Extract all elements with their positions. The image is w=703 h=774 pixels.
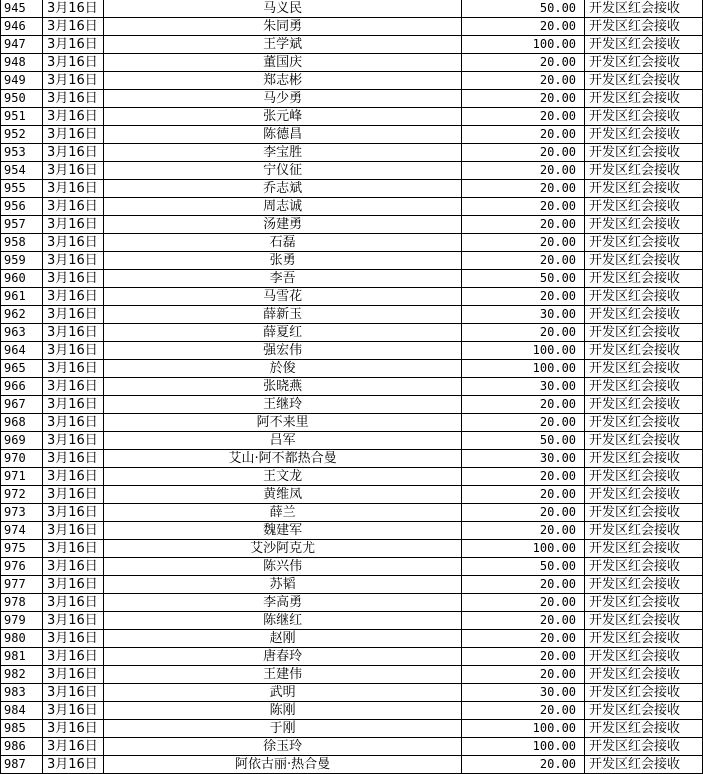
donor-name-cell: 艾山·阿不都热合曼 [103, 450, 461, 468]
table-row [1, 414, 703, 432]
receiver-cell: 开发区红会接收 [585, 36, 703, 54]
row-number-cell: 960 [1, 270, 43, 288]
date-cell: 3月16日 [42, 36, 103, 54]
row-number-cell: 966 [1, 378, 43, 396]
amount-cell: 20.00 [462, 90, 585, 108]
row-number-cell: 963 [1, 324, 43, 342]
receiver-cell: 开发区红会接收 [585, 342, 703, 360]
receiver-cell: 开发区红会接收 [585, 216, 703, 234]
date-cell: 3月16日 [42, 216, 103, 234]
amount-cell: 20.00 [462, 594, 585, 612]
donor-name-cell: 唐春玲 [103, 648, 461, 666]
date-cell: 3月16日 [42, 576, 103, 594]
donor-name-cell: 陈刚 [103, 702, 461, 720]
table-row [1, 756, 703, 774]
table-row [1, 324, 703, 342]
donor-name-cell: 张勇 [103, 252, 461, 270]
row-number-cell: 977 [1, 576, 43, 594]
row-number-cell: 946 [1, 18, 43, 36]
receiver-cell: 开发区红会接收 [585, 414, 703, 432]
row-number-cell: 975 [1, 540, 43, 558]
donor-name-cell: 阿不来里 [103, 414, 461, 432]
date-cell: 3月16日 [42, 18, 103, 36]
amount-cell: 100.00 [462, 720, 585, 738]
donor-name-cell: 魏建军 [103, 522, 461, 540]
amount-cell: 100.00 [462, 540, 585, 558]
row-number-cell: 951 [1, 108, 43, 126]
donor-name-cell: 武明 [103, 684, 461, 702]
date-cell: 3月16日 [42, 666, 103, 684]
row-number-cell: 952 [1, 126, 43, 144]
amount-cell: 50.00 [462, 0, 585, 18]
amount-cell: 20.00 [462, 612, 585, 630]
receiver-cell: 开发区红会接收 [585, 18, 703, 36]
date-cell: 3月16日 [42, 108, 103, 126]
table-row [1, 360, 703, 378]
row-number-cell: 986 [1, 738, 43, 756]
row-number-cell: 958 [1, 234, 43, 252]
date-cell: 3月16日 [42, 486, 103, 504]
row-number-cell: 965 [1, 360, 43, 378]
date-cell: 3月16日 [42, 162, 103, 180]
date-cell: 3月16日 [42, 324, 103, 342]
receiver-cell: 开发区红会接收 [585, 756, 703, 774]
receiver-cell: 开发区红会接收 [585, 522, 703, 540]
date-cell: 3月16日 [42, 504, 103, 522]
table-row [1, 558, 703, 576]
date-cell: 3月16日 [42, 54, 103, 72]
amount-cell: 20.00 [462, 18, 585, 36]
receiver-cell: 开发区红会接收 [585, 252, 703, 270]
table-row [1, 36, 703, 54]
amount-cell: 50.00 [462, 432, 585, 450]
row-number-cell: 949 [1, 72, 43, 90]
receiver-cell: 开发区红会接收 [585, 450, 703, 468]
table-row [1, 342, 703, 360]
receiver-cell: 开发区红会接收 [585, 612, 703, 630]
row-number-cell: 955 [1, 180, 43, 198]
row-number-cell: 979 [1, 612, 43, 630]
table-row [1, 234, 703, 252]
amount-cell: 20.00 [462, 648, 585, 666]
receiver-cell: 开发区红会接收 [585, 720, 703, 738]
table-row [1, 180, 703, 198]
amount-cell: 20.00 [462, 630, 585, 648]
date-cell: 3月16日 [42, 612, 103, 630]
donor-name-cell: 王学斌 [103, 36, 461, 54]
donor-name-cell: 汤建勇 [103, 216, 461, 234]
donor-name-cell: 薛夏红 [103, 324, 461, 342]
amount-cell: 20.00 [462, 468, 585, 486]
row-number-cell: 971 [1, 468, 43, 486]
receiver-cell: 开发区红会接收 [585, 360, 703, 378]
amount-cell: 20.00 [462, 504, 585, 522]
donor-name-cell: 於俊 [103, 360, 461, 378]
receiver-cell: 开发区红会接收 [585, 180, 703, 198]
table-row [1, 378, 703, 396]
receiver-cell: 开发区红会接收 [585, 558, 703, 576]
amount-cell: 20.00 [462, 144, 585, 162]
table-row [1, 288, 703, 306]
date-cell: 3月16日 [42, 648, 103, 666]
table-row [1, 432, 703, 450]
donor-name-cell: 宁仪征 [103, 162, 461, 180]
donor-name-cell: 张元峰 [103, 108, 461, 126]
table-row [1, 540, 703, 558]
row-number-cell: 980 [1, 630, 43, 648]
receiver-cell: 开发区红会接收 [585, 648, 703, 666]
receiver-cell: 开发区红会接收 [585, 288, 703, 306]
amount-cell: 20.00 [462, 756, 585, 774]
date-cell: 3月16日 [42, 684, 103, 702]
amount-cell: 50.00 [462, 270, 585, 288]
amount-cell: 20.00 [462, 180, 585, 198]
row-number-cell: 948 [1, 54, 43, 72]
donor-name-cell: 王文龙 [103, 468, 461, 486]
receiver-cell: 开发区红会接收 [585, 468, 703, 486]
date-cell: 3月16日 [42, 144, 103, 162]
donor-name-cell: 阿依古丽·热合曼 [103, 756, 461, 774]
table-row [1, 702, 703, 720]
table-row [1, 486, 703, 504]
date-cell: 3月16日 [42, 198, 103, 216]
amount-cell: 20.00 [462, 216, 585, 234]
row-number-cell: 976 [1, 558, 43, 576]
table-row [1, 522, 703, 540]
table-row [1, 144, 703, 162]
table-row [1, 396, 703, 414]
receiver-cell: 开发区红会接收 [585, 0, 703, 18]
donor-name-cell: 赵刚 [103, 630, 461, 648]
row-number-cell: 967 [1, 396, 43, 414]
date-cell: 3月16日 [42, 90, 103, 108]
date-cell: 3月16日 [42, 270, 103, 288]
receiver-cell: 开发区红会接收 [585, 738, 703, 756]
receiver-cell: 开发区红会接收 [585, 270, 703, 288]
table-row [1, 612, 703, 630]
row-number-cell: 973 [1, 504, 43, 522]
row-number-cell: 970 [1, 450, 43, 468]
date-cell: 3月16日 [42, 234, 103, 252]
table-row [1, 684, 703, 702]
donor-name-cell: 郑志彬 [103, 72, 461, 90]
table-row [1, 0, 703, 18]
donor-name-cell: 李高勇 [103, 594, 461, 612]
row-number-cell: 959 [1, 252, 43, 270]
donor-name-cell: 吕军 [103, 432, 461, 450]
donor-name-cell: 石磊 [103, 234, 461, 252]
table-row [1, 162, 703, 180]
receiver-cell: 开发区红会接收 [585, 504, 703, 522]
donor-name-cell: 王继玲 [103, 396, 461, 414]
receiver-cell: 开发区红会接收 [585, 702, 703, 720]
row-number-cell: 983 [1, 684, 43, 702]
donor-name-cell: 李宝胜 [103, 144, 461, 162]
amount-cell: 20.00 [462, 486, 585, 504]
date-cell: 3月16日 [42, 594, 103, 612]
receiver-cell: 开发区红会接收 [585, 144, 703, 162]
amount-cell: 20.00 [462, 522, 585, 540]
table-row [1, 90, 703, 108]
amount-cell: 20.00 [462, 54, 585, 72]
amount-cell: 20.00 [462, 72, 585, 90]
table-row [1, 126, 703, 144]
donor-name-cell: 陈兴伟 [103, 558, 461, 576]
donor-name-cell: 陈继红 [103, 612, 461, 630]
amount-cell: 30.00 [462, 684, 585, 702]
date-cell: 3月16日 [42, 432, 103, 450]
receiver-cell: 开发区红会接收 [585, 108, 703, 126]
receiver-cell: 开发区红会接收 [585, 540, 703, 558]
receiver-cell: 开发区红会接收 [585, 684, 703, 702]
donor-name-cell: 强宏伟 [103, 342, 461, 360]
date-cell: 3月16日 [42, 702, 103, 720]
donor-name-cell: 乔志斌 [103, 180, 461, 198]
amount-cell: 20.00 [462, 162, 585, 180]
amount-cell: 20.00 [462, 234, 585, 252]
row-number-cell: 981 [1, 648, 43, 666]
row-number-cell: 953 [1, 144, 43, 162]
date-cell: 3月16日 [42, 522, 103, 540]
row-number-cell: 972 [1, 486, 43, 504]
amount-cell: 20.00 [462, 324, 585, 342]
donor-name-cell: 薛兰 [103, 504, 461, 522]
row-number-cell: 974 [1, 522, 43, 540]
receiver-cell: 开发区红会接收 [585, 198, 703, 216]
table-row [1, 594, 703, 612]
table-row [1, 198, 703, 216]
table-row [1, 54, 703, 72]
receiver-cell: 开发区红会接收 [585, 666, 703, 684]
date-cell: 3月16日 [42, 414, 103, 432]
amount-cell: 20.00 [462, 666, 585, 684]
amount-cell: 20.00 [462, 702, 585, 720]
amount-cell: 50.00 [462, 558, 585, 576]
donor-name-cell: 薛新玉 [103, 306, 461, 324]
row-number-cell: 957 [1, 216, 43, 234]
table-row [1, 252, 703, 270]
row-number-cell: 945 [1, 0, 43, 18]
donor-name-cell: 朱同勇 [103, 18, 461, 36]
receiver-cell: 开发区红会接收 [585, 486, 703, 504]
amount-cell: 20.00 [462, 414, 585, 432]
donor-name-cell: 黄维凤 [103, 486, 461, 504]
table-row [1, 270, 703, 288]
row-number-cell: 947 [1, 36, 43, 54]
receiver-cell: 开发区红会接收 [585, 126, 703, 144]
amount-cell: 30.00 [462, 450, 585, 468]
table-row [1, 630, 703, 648]
amount-cell: 20.00 [462, 126, 585, 144]
row-number-cell: 964 [1, 342, 43, 360]
receiver-cell: 开发区红会接收 [585, 594, 703, 612]
table-row [1, 450, 703, 468]
date-cell: 3月16日 [42, 630, 103, 648]
amount-cell: 30.00 [462, 378, 585, 396]
row-number-cell: 978 [1, 594, 43, 612]
receiver-cell: 开发区红会接收 [585, 90, 703, 108]
date-cell: 3月16日 [42, 738, 103, 756]
date-cell: 3月16日 [42, 450, 103, 468]
receiver-cell: 开发区红会接收 [585, 396, 703, 414]
donor-name-cell: 董国庆 [103, 54, 461, 72]
amount-cell: 20.00 [462, 108, 585, 126]
row-number-cell: 982 [1, 666, 43, 684]
row-number-cell: 950 [1, 90, 43, 108]
amount-cell: 20.00 [462, 288, 585, 306]
receiver-cell: 开发区红会接收 [585, 54, 703, 72]
donor-name-cell: 徐玉玲 [103, 738, 461, 756]
donation-table-body [1, 0, 703, 774]
amount-cell: 20.00 [462, 576, 585, 594]
receiver-cell: 开发区红会接收 [585, 234, 703, 252]
receiver-cell: 开发区红会接收 [585, 630, 703, 648]
row-number-cell: 987 [1, 756, 43, 774]
table-row [1, 738, 703, 756]
receiver-cell: 开发区红会接收 [585, 72, 703, 90]
amount-cell: 30.00 [462, 306, 585, 324]
date-cell: 3月16日 [42, 288, 103, 306]
date-cell: 3月16日 [42, 468, 103, 486]
date-cell: 3月16日 [42, 396, 103, 414]
date-cell: 3月16日 [42, 360, 103, 378]
date-cell: 3月16日 [42, 0, 103, 18]
donor-name-cell: 张晓燕 [103, 378, 461, 396]
date-cell: 3月16日 [42, 378, 103, 396]
amount-cell: 100.00 [462, 738, 585, 756]
amount-cell: 20.00 [462, 252, 585, 270]
date-cell: 3月16日 [42, 180, 103, 198]
amount-cell: 20.00 [462, 198, 585, 216]
table-row [1, 216, 703, 234]
receiver-cell: 开发区红会接收 [585, 576, 703, 594]
row-number-cell: 956 [1, 198, 43, 216]
amount-cell: 100.00 [462, 342, 585, 360]
table-row [1, 648, 703, 666]
date-cell: 3月16日 [42, 306, 103, 324]
row-number-cell: 954 [1, 162, 43, 180]
donor-name-cell: 于刚 [103, 720, 461, 738]
table-row [1, 576, 703, 594]
row-number-cell: 984 [1, 702, 43, 720]
amount-cell: 100.00 [462, 36, 585, 54]
donor-name-cell: 苏韬 [103, 576, 461, 594]
date-cell: 3月16日 [42, 720, 103, 738]
receiver-cell: 开发区红会接收 [585, 306, 703, 324]
donor-name-cell: 马义民 [103, 0, 461, 18]
receiver-cell: 开发区红会接收 [585, 378, 703, 396]
donor-name-cell: 周志诚 [103, 198, 461, 216]
donor-name-cell: 马雪花 [103, 288, 461, 306]
table-row [1, 108, 703, 126]
date-cell: 3月16日 [42, 540, 103, 558]
table-row [1, 18, 703, 36]
amount-cell: 20.00 [462, 396, 585, 414]
table-row [1, 666, 703, 684]
row-number-cell: 985 [1, 720, 43, 738]
row-number-cell: 969 [1, 432, 43, 450]
date-cell: 3月16日 [42, 558, 103, 576]
table-row [1, 468, 703, 486]
row-number-cell: 962 [1, 306, 43, 324]
amount-cell: 100.00 [462, 360, 585, 378]
table-row [1, 720, 703, 738]
date-cell: 3月16日 [42, 72, 103, 90]
table-row [1, 504, 703, 522]
table-row [1, 72, 703, 90]
row-number-cell: 961 [1, 288, 43, 306]
donor-name-cell: 王建伟 [103, 666, 461, 684]
date-cell: 3月16日 [42, 126, 103, 144]
date-cell: 3月16日 [42, 252, 103, 270]
donor-name-cell: 马少勇 [103, 90, 461, 108]
row-number-cell: 968 [1, 414, 43, 432]
date-cell: 3月16日 [42, 756, 103, 774]
receiver-cell: 开发区红会接收 [585, 162, 703, 180]
date-cell: 3月16日 [42, 342, 103, 360]
donor-name-cell: 李吾 [103, 270, 461, 288]
receiver-cell: 开发区红会接收 [585, 324, 703, 342]
table-row [1, 306, 703, 324]
donor-name-cell: 陈德昌 [103, 126, 461, 144]
receiver-cell: 开发区红会接收 [585, 432, 703, 450]
donor-name-cell: 艾沙阿克尤 [103, 540, 461, 558]
